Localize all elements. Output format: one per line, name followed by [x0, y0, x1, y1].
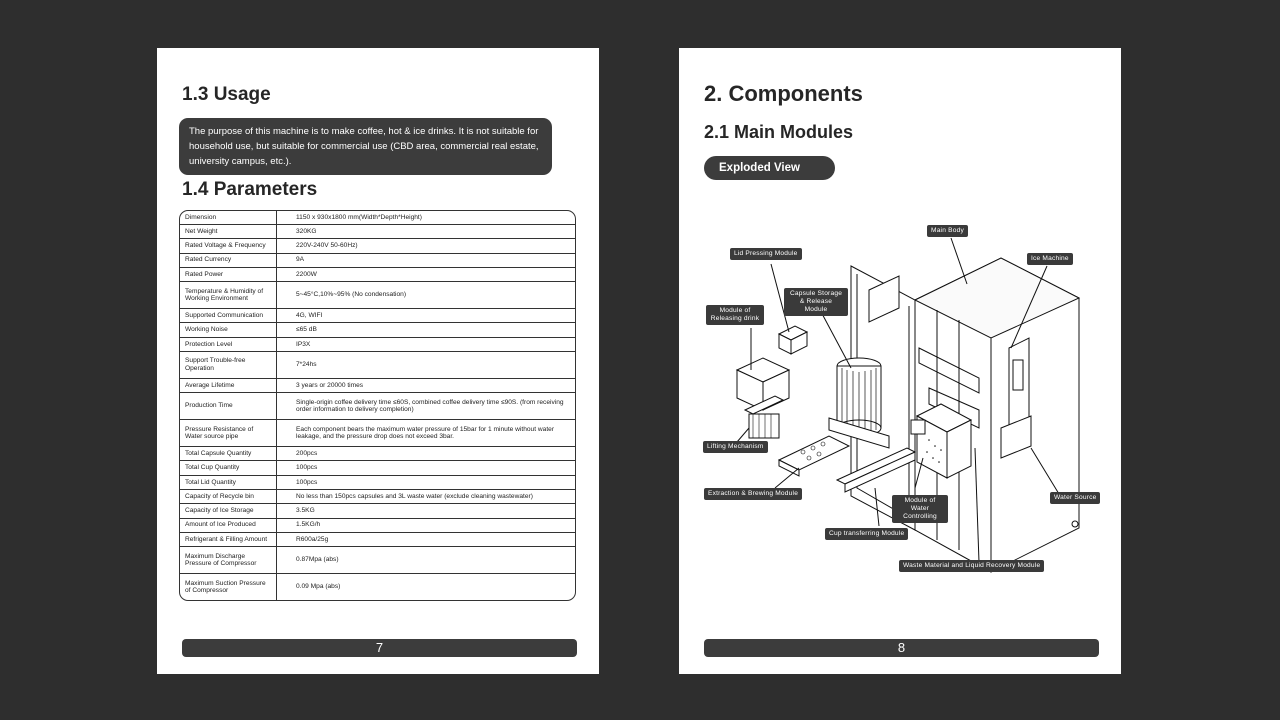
parameter-value: 4G, WIFI — [277, 309, 576, 323]
parameter-row — [180, 547, 575, 574]
parameter-value: 9A — [277, 253, 576, 267]
parameter-row — [180, 224, 575, 238]
parameter-row — [180, 461, 575, 475]
parameter-name: Supported Communication — [180, 309, 277, 323]
parameter-row — [180, 490, 575, 504]
parameter-name: Pressure Resistance of Water source pipe — [180, 420, 277, 447]
parameter-row — [180, 504, 575, 518]
exploded-view-diagram — [679, 48, 1121, 674]
parameter-value: 1150 x 930x1800 mm(Width*Depth*Height) — [277, 211, 576, 224]
parameter-row — [180, 378, 575, 392]
parameter-value: 0.09 Mpa (abs) — [296, 583, 341, 591]
label-water-controlling-module: Module of Water Controlling — [892, 495, 948, 523]
parameter-row — [180, 518, 575, 532]
parameter-row — [180, 323, 575, 337]
parameter-row — [180, 532, 575, 546]
parameter-value: 5~45°C,10%~95% (No condensation) — [277, 282, 576, 309]
parameter-name: Net Weight — [180, 224, 277, 238]
parameter-name: Maximum Suction Pressure of Compressor — [180, 574, 277, 600]
parameter-value: No less than 150pcs capsules and 3L waste water (exclude cleaning wastewater) — [277, 490, 576, 504]
parameter-value: 3.5KG — [277, 504, 576, 518]
parameter-name: Total Lid Quantity — [180, 475, 277, 489]
parameter-name: Rated Voltage & Frequency — [180, 239, 277, 253]
parameter-row — [180, 352, 575, 379]
components-heading: 2. Components — [704, 81, 863, 106]
parameter-name: Total Cup Quantity — [180, 461, 277, 475]
parameter-row — [180, 253, 575, 267]
parameter-name: Amount of Ice Produced — [180, 518, 277, 532]
label-lifting-mechanism: Lifting Mechanism — [703, 441, 768, 453]
parameters-heading: 1.4 Parameters — [182, 179, 318, 200]
parameter-name: Protection Level — [180, 337, 277, 351]
label-main-body: Main Body — [927, 225, 968, 237]
parameter-value: 100pcs — [277, 461, 576, 475]
usage-heading: 1.3 Usage — [182, 84, 271, 105]
parameter-value: 1.5KG/h — [277, 518, 576, 532]
parameter-row — [180, 393, 575, 420]
label-capsule-storage-module: Capsule Storage & Release Module — [784, 288, 848, 316]
parameter-name: Dimension — [180, 211, 277, 224]
main-modules-heading: 2.1 Main Modules — [704, 122, 854, 142]
parameter-row — [180, 309, 575, 323]
label-extraction-brewing-module: Extraction & Brewing Module — [704, 488, 802, 500]
label-waste-recovery-module: Waste Material and Liquid Recovery Module — [899, 560, 1044, 572]
label-cup-transferring-module: Cup transferring Module — [825, 528, 908, 540]
parameter-row — [180, 447, 575, 461]
parameter-name: Working Noise — [180, 323, 277, 337]
exploded-view-badge: Exploded View — [704, 156, 835, 180]
parameter-value: 0.87Mpa (abs) — [277, 547, 576, 574]
parameter-name: Temperature & Humidity of Working Environment — [180, 282, 277, 309]
parameter-name: Maximum Discharge Pressure of Compressor — [180, 547, 277, 574]
label-ice-machine: Ice Machine — [1027, 253, 1073, 265]
parameter-value: 7*24hs — [277, 352, 576, 379]
parameter-value: 320KG — [277, 224, 576, 238]
page-number-8: 8 — [704, 639, 1099, 657]
parameter-value: R600a/25g — [277, 532, 576, 546]
parameter-value: 200pcs — [277, 447, 576, 461]
parameter-name: Rated Currency — [180, 253, 277, 267]
parameter-value: ≤65 dB — [277, 323, 576, 337]
page-number-7: 7 — [182, 639, 577, 657]
usage-callout: The purpose of this machine is to make coffee, hot & ice drinks. It is not suitable for household use, but suitable for commercial use (CBD area, commercial real estate, university campus, etc.). — [179, 118, 552, 175]
parameter-name: Average Lifetime — [180, 378, 277, 392]
parameter-row — [180, 267, 575, 281]
label-releasing-drink-module: Module of Releasing drink — [706, 305, 764, 325]
parameter-value: IP3X — [277, 337, 576, 351]
parameter-row — [180, 239, 575, 253]
parameter-row — [180, 420, 575, 447]
parameter-row — [180, 337, 575, 351]
parameter-name: Total Capsule Quantity — [180, 447, 277, 461]
manual-page-7 — [157, 48, 599, 674]
parameter-name: Production Time — [180, 393, 277, 420]
parameter-row — [180, 574, 575, 600]
parameter-name: Rated Power — [180, 267, 277, 281]
parameter-value: Each component bears the maximum water pressure of 15bar for 1 minute without water leakage, and the pressure drop does not exceed 3bar. — [277, 420, 576, 447]
parameters-table — [179, 210, 576, 601]
label-water-source: Water Source — [1050, 492, 1100, 504]
parameter-value: 2200W — [277, 267, 576, 281]
parameter-value: 220V-240V 50-60Hz) — [277, 239, 576, 253]
parameter-name: Refrigerant & Filling Amount — [180, 532, 277, 546]
parameter-name: Capacity of Recycle bin — [180, 490, 277, 504]
parameter-row — [180, 475, 575, 489]
parameter-name: Capacity of Ice Storage — [180, 504, 277, 518]
manual-page-8 — [679, 48, 1121, 674]
parameter-row — [180, 282, 575, 309]
parameter-row — [180, 211, 575, 224]
parameter-name: Support Trouble-free Operation — [180, 352, 277, 379]
parameter-value: 100pcs — [277, 475, 576, 489]
label-lid-pressing-module: Lid Pressing Module — [730, 248, 802, 260]
parameter-value: Single-origin coffee delivery time ≤60S, combined coffee delivery time ≤90S. (from receiving order information to delivery completion) — [277, 393, 576, 420]
parameter-value: 3 years or 20000 times — [277, 378, 576, 392]
